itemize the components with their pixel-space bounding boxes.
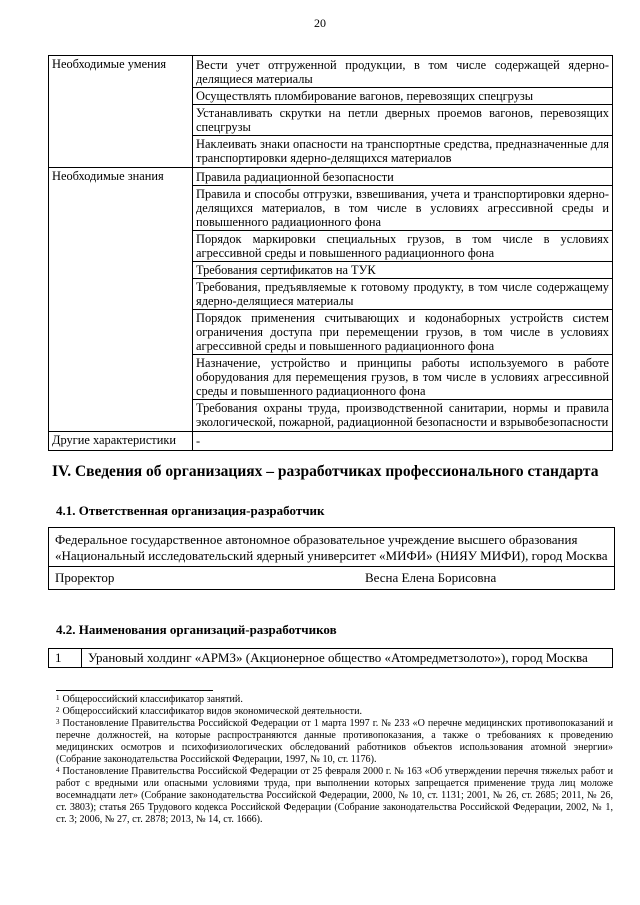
list-item: Правила радиационной безопасности	[196, 170, 394, 184]
responsible-org-box	[48, 527, 615, 590]
footnote-mark: 3	[56, 718, 60, 726]
list-item: Требования, предъявляемые к готовому продукту, в том числе содержащему ядерно-делящиеся материалы	[193, 278, 612, 309]
row-number: 1	[49, 649, 82, 668]
list-item: Правила и способы отгрузки, взвешивания, учета и транспортировки ядерно-делящихся материалов, в том числе в условиях агрессивной среды и повышенного радиационного фона	[193, 185, 612, 230]
footnote	[56, 718, 613, 766]
footnote-mark: 4	[56, 766, 60, 774]
footnote-divider	[56, 690, 213, 691]
footnote-mark: 1	[56, 694, 60, 702]
table-row	[49, 56, 613, 168]
developer-name: Урановый холдинг «АРМЗ» (Акционерное общество «Атомредметзолото»), город Москва	[82, 649, 613, 668]
row-category: Другие характеристики	[49, 432, 193, 451]
table-row	[49, 649, 613, 668]
list-item: Наклеивать знаки опасности на транспортные средства, предназначенные для транспортировки ядерно-делящихся материалов	[193, 135, 612, 166]
footnote	[56, 766, 613, 826]
footnote-text: Общероссийский классификатор занятий.	[62, 694, 243, 705]
list-item: -	[196, 434, 201, 448]
developers-table	[48, 648, 613, 668]
footnote-text: Постановление Правительства Российской Федерации от 25 февраля 2000 г. № 163 «Об утверждении перечня тяжелых работ и работ с вредными или опасными условиями труда, при выполнении которых запрещается применение труда лиц моложе восемнадцати лет» (Собрание законодательства Российской Федерации, 2000, № 10, ст. 1131; 2001, № 26, ст. 2685; 2011, № 26, ст. 3803); статья 265 Трудового кодекса Российской Федерации (Собрание законодательства Российской Федерации, 2002, № 1, ст. 3; 2006, № 27, ст. 2878; 2013, № 14, ст. 1666).	[56, 766, 613, 825]
list-item: Требования сертификатов на ТУК	[193, 261, 612, 278]
row-items	[193, 56, 613, 168]
skills-knowledge-table	[48, 55, 613, 451]
footnote	[56, 694, 613, 706]
row-category: Необходимые знания	[49, 168, 193, 432]
list-item: Устанавливать скрутки на петли дверных проемов вагонов, перевозящих спецгрузы	[193, 104, 612, 135]
row-category: Необходимые умения	[49, 56, 193, 168]
footnote-mark: 2	[56, 706, 60, 714]
signatory-role: Проректор	[55, 570, 115, 585]
table-row	[49, 168, 613, 432]
list-item: Вести учет отгруженной продукции, в том числе содержащей ядерно-делящиеся материалы	[196, 58, 609, 86]
list-item: Требования охраны труда, производственной санитарии, нормы и правила экологической, пожарной, радиационной безопасности и взрывобезопасности	[193, 399, 612, 430]
signature-row	[49, 567, 614, 589]
list-item: Назначение, устройство и принципы работы используемого в работе оборудования для перемещения грузов, в том числе в условиях агрессивной среды и повышенного радиационного фона	[193, 354, 612, 399]
footnotes	[56, 694, 613, 826]
list-item: Порядок маркировки специальных грузов, в том числе в условиях агрессивной среды и повышенного радиационного фона	[193, 230, 612, 261]
section-title: IV. Сведения об организациях – разработчиках профессионального стандарта	[52, 463, 599, 480]
responsible-org-heading: 4.1. Ответственная организация-разработчик	[56, 503, 325, 518]
list-item: Порядок применения считывающих и кодонаборных устройств систем ограничения доступа при перемещении грузов, в том числе в условиях агрессивной среды и повышенного радиационного фона	[193, 309, 612, 354]
row-items	[193, 432, 613, 451]
signatory-name: Весна Елена Борисовна	[365, 570, 497, 585]
list-item: Осуществлять пломбирование вагонов, перевозящих спецгрузы	[193, 87, 612, 104]
footnote-text: Постановление Правительства Российской Федерации от 1 марта 1997 г. № 233 «О перечне медицинских противопоказаний и перечне должностей, на которые распространяются данные противопоказания, а также о требованиях к проведению медицинских осмотров и психофизиологических обследований работников объектов использования атомной энергии» (Собрание законодательства Российской Федерации, 1997, № 10, ст. 1176).	[56, 718, 613, 765]
row-items	[193, 168, 613, 432]
footnote-text: Общероссийский классификатор видов экономической деятельности.	[62, 706, 362, 717]
footnote	[56, 706, 613, 718]
org-name: Федеральное государственное автономное образовательное учреждение высшего образования «Национальный исследовательский ядерный университет «МИФИ» (НИЯУ МИФИ), город Москва	[49, 528, 614, 567]
table-row	[49, 432, 613, 451]
developers-heading: 4.2. Наименования организаций-разработчиков	[56, 622, 337, 637]
page-number: 20	[314, 16, 326, 30]
